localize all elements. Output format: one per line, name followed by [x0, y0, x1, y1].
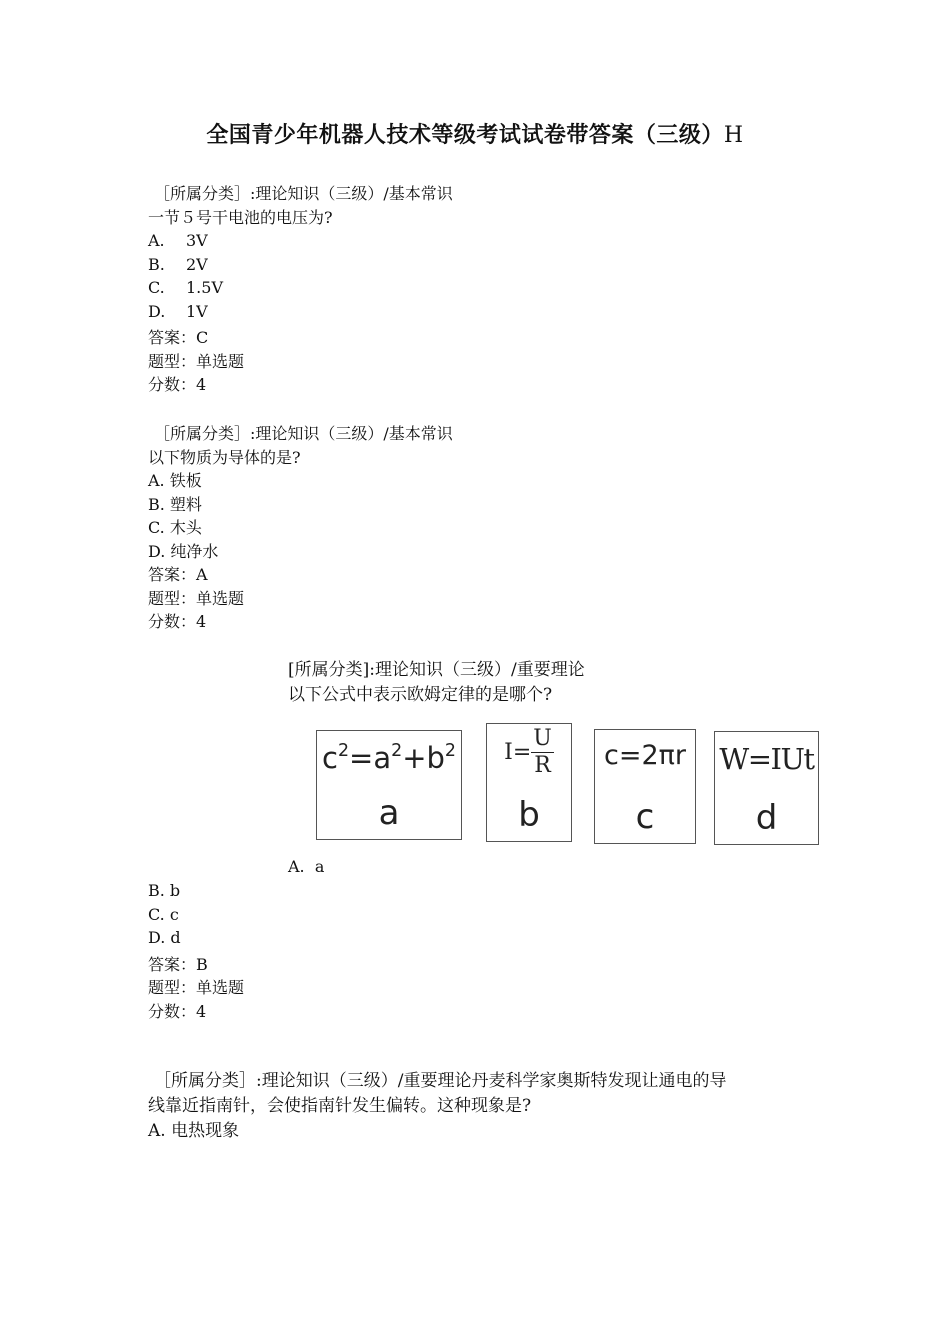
formula-card-b [486, 723, 572, 842]
option-text: 1V [186, 301, 208, 321]
option-key: B. [148, 254, 165, 274]
question-category: ［所属分类］:理论知识（三级）/重要理论丹麦科学家奥斯特发现让通电的导 [154, 1071, 727, 1091]
question-1 [148, 182, 808, 397]
formula-numerator: U [533, 726, 552, 751]
question-category: [所属分类]:理论知识（三级）/重要理论 [288, 660, 585, 680]
formula-label: a [378, 793, 400, 833]
formula-label: c [635, 797, 655, 837]
option-key: C. [148, 278, 165, 297]
question-4 [148, 1069, 808, 1144]
option-key: D. [148, 301, 166, 321]
question-stem: 以下公式中表示欧姆定律的是哪个? [288, 685, 553, 705]
option-a: A. 铁板 [148, 471, 202, 490]
formula-fraction [531, 728, 554, 777]
formula-pythagorean: $c^2=a^2+b^2$ [322, 741, 456, 776]
question-3-option-a [288, 855, 948, 879]
question-stem: 一节５号干电池的电压为? [148, 207, 333, 227]
option-text: 2V [186, 254, 208, 274]
question-type-text: 题型：单选题 [148, 588, 245, 608]
formula-label: b [518, 795, 540, 835]
formula-card-d [714, 731, 819, 845]
option-text: 3V [186, 231, 208, 250]
option-d: D. d [148, 928, 181, 947]
option-key: A. [148, 231, 165, 250]
question-category: ［所属分类］:理论知识（三级）/基本常识 [154, 424, 453, 443]
question-2 [148, 422, 808, 634]
option-d [148, 300, 808, 324]
formula-card-a [316, 730, 462, 840]
answer-text: 答案：B [148, 954, 208, 974]
formula-ohms-law [487, 728, 571, 777]
option-a [148, 229, 808, 253]
option-c: C. 木头 [148, 518, 202, 537]
document-title-suffix: H [723, 123, 744, 148]
question-type-text: 题型：单选题 [148, 978, 245, 997]
formula-card-c [594, 729, 696, 844]
score-text: 分数：4 [148, 612, 207, 631]
formula-circumference: c=2πr [603, 740, 686, 771]
document-title-main: 全国青少年机器人技术等级考试试卷带答案（三级） [206, 123, 724, 148]
formula-electric-work: W=IUt [719, 742, 814, 776]
answer-text: 答案：C [148, 328, 209, 347]
question-category: ［所属分类］:理论知识（三级）/基本常识 [154, 184, 453, 203]
option-c [148, 276, 808, 300]
question-type-text: 题型：单选题 [148, 351, 245, 371]
score-text: 分数：4 [148, 375, 207, 394]
option-a: A. a [288, 857, 325, 876]
option-d: D. 纯净水 [148, 541, 219, 561]
answer-text: 答案：A [148, 565, 208, 584]
question-3-header [288, 658, 848, 708]
option-b: B. 塑料 [148, 494, 202, 514]
question-stem: 以下物质为导体的是? [148, 447, 301, 467]
document-title [0, 118, 950, 149]
option-a: A. 电热现象 [148, 1121, 240, 1141]
formula-lhs: I= [504, 740, 532, 765]
option-text: 1.5V [186, 278, 223, 297]
question-stem: 线靠近指南针，会使指南针发生偏转。这种现象是? [148, 1096, 532, 1116]
option-b: B. b [148, 881, 181, 900]
option-b [148, 253, 808, 277]
formula-denominator: R [534, 753, 551, 778]
option-c: C. c [148, 904, 179, 924]
formula-label: d [755, 798, 778, 838]
score-text: 分数：4 [148, 1001, 207, 1021]
question-3-options [148, 879, 808, 1023]
